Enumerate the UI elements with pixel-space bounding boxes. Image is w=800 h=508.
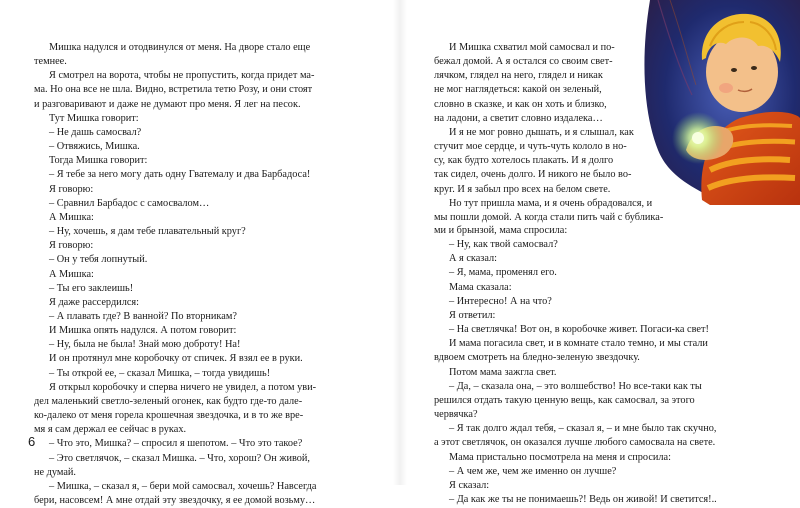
text-line: Я даже рассердился:: [49, 296, 139, 308]
text-line: – Я так долго ждал тебя, – сказал я, – и мне было так скучно,: [449, 423, 717, 435]
text-line: Я говорю:: [49, 240, 94, 252]
text-line: ма. Но она все не шла. Видно, встретила тетю Розу, и они стоят: [34, 84, 313, 96]
text-line: Я открыл коробочку и сперва ничего не увидел, а потом уви-: [49, 381, 317, 393]
text-line: Мама сказала:: [449, 281, 512, 293]
text-line: – Интересно! А на что?: [449, 295, 552, 307]
text-line: Тут Мишка говорит:: [49, 112, 139, 124]
text-line: Потом мама зажгла свет.: [449, 366, 557, 378]
text-line: ми и брынзой, мама спросила:: [434, 225, 568, 236]
text-line: мы пошли домой. А когда стали пить чай с бублика-: [434, 211, 664, 223]
text-line: – Не дашь самосвал?: [49, 126, 142, 138]
text-line: – Ну, была не была! Знай мою доброту! На!: [49, 339, 241, 351]
right-text-column-wide: [434, 224, 788, 507]
text-line: А я сказал:: [449, 253, 498, 265]
text-line: не мог наглядеться: какой он зеленый,: [434, 84, 602, 96]
text-line: вдвоем смотреть на бледно-зеленую звездочку.: [434, 352, 640, 364]
text-line: – Ну, хочешь, я дам тебе плавательный круг?: [49, 226, 246, 238]
text-line: – Я тебе за него могу дать одну Гватемалу и два Барбадоса!: [49, 169, 311, 181]
left-page: [0, 0, 400, 506]
text-line: мя я сам держал ее сейчас в руках.: [34, 424, 187, 436]
text-line: – Я, мама, променял его.: [449, 267, 557, 279]
text-line: И Мишка схватил мой самосвал и по-: [449, 42, 615, 53]
text-line: – Ты открой ее, – сказал Мишка, – тогда увидишь!: [49, 367, 271, 379]
text-line: Но тут пришла мама, и я очень обрадовался, и: [449, 197, 653, 209]
text-line: – Он у тебя лопнутый.: [49, 254, 148, 266]
text-line: – Что это, Мишка? – спросил я шепотом. – Что это такое?: [49, 438, 303, 450]
text-line: – Да, – сказала она, – это волшебство! Но все-таки как ты: [449, 380, 702, 392]
text-line: так сидел, очень долго. И никого не было во-: [434, 169, 632, 181]
text-line: Я говорю:: [49, 183, 94, 195]
text-line: И Мишка опять надулся. А потом говорит:: [49, 325, 237, 337]
text-line: – А плавать где? В ванной? По вторникам?: [49, 310, 237, 322]
text-line: круг. И я забыл про всех на белом свете.: [434, 183, 611, 195]
text-line: ко-далеко от меня горела крошечная звездочка, и в то же вре-: [34, 410, 304, 422]
text-line: Мама пристально посмотрела на меня и спросила:: [449, 451, 671, 463]
text-line: – Ты его заклеишь!: [49, 282, 134, 294]
text-line: Я смотрел на ворота, чтобы не пропустить, когда придет ма-: [49, 70, 315, 82]
text-line: червячка?: [434, 409, 478, 421]
text-line: И я не мог ровно дышать, и я слышал, как: [449, 126, 634, 138]
text-line: – На светлячка! Вот он, в коробочке живет. Погаси-ка свет!: [449, 324, 709, 336]
text-line: темнее.: [34, 56, 67, 68]
text-line: су, как будто хотелось плакать. И я долго: [434, 155, 614, 167]
text-line: – Это светлячок, – сказал Мишка. – Что, хорош? Он живой,: [49, 452, 310, 464]
text-line: бери, насовсем! А мне отдай эту звездочку, я ее домой возьму…: [34, 495, 316, 506]
text-line: Мишка надулся и отодвинулся от меня. На дворе стало еще: [49, 42, 311, 53]
text-line: и разговаривают и даже не думают про меня. Я лег на песок.: [34, 98, 301, 110]
text-line: – Мишка, – сказал я, – бери мой самосвал, хочешь? Навсегда: [49, 480, 317, 492]
text-line: Я сказал:: [449, 479, 490, 491]
text-line: лячком, глядел на него, глядел и никак: [434, 70, 603, 82]
text-line: – Отвяжись, Мишка.: [49, 141, 140, 153]
text-line: – Сравнил Барбадос с самосвалом…: [49, 197, 210, 209]
text-line: – Да как же ты не понимаешь?! Ведь он живой! И светится!..: [449, 493, 717, 505]
text-line: И мама погасила свет, и в комнате стало темно, и мы стали: [449, 338, 708, 350]
text-line: И он протянул мне коробочку от спичек. Я взял ее в руки.: [49, 353, 303, 365]
text-line: бежал домой. А я остался со своим свет-: [434, 56, 613, 68]
text-line: стучит мое сердце, и чуть-чуть кололо в но-: [434, 141, 627, 153]
text-line: на ладони, а светит словно издалека…: [434, 112, 603, 124]
page-number: 6: [28, 434, 36, 449]
text-line: А Мишка:: [49, 268, 94, 280]
text-line: Тогда Мишка говорит:: [49, 155, 148, 167]
text-line: решился отдать такую ценную вещь, как самосвал, за этого: [434, 394, 695, 406]
text-line: а этот светлячок, он оказался лучше любого самосвала на свете.: [434, 437, 716, 449]
text-line: не думай.: [34, 466, 77, 478]
text-line: словно в сказке, и как он хоть и близко,: [434, 98, 607, 110]
text-line: – А чем же, чем же именно он лучше?: [449, 465, 617, 477]
text-line: – Ну, как твой самосвал?: [449, 239, 558, 251]
text-line: А Мишка:: [49, 211, 94, 223]
boy-with-firefly-illustration: [630, 0, 800, 205]
text-line: дел маленький светло-зеленый огонек, как будто где-то дале-: [34, 395, 303, 407]
text-line: Я ответил:: [449, 309, 496, 321]
left-text-column: [34, 41, 388, 508]
